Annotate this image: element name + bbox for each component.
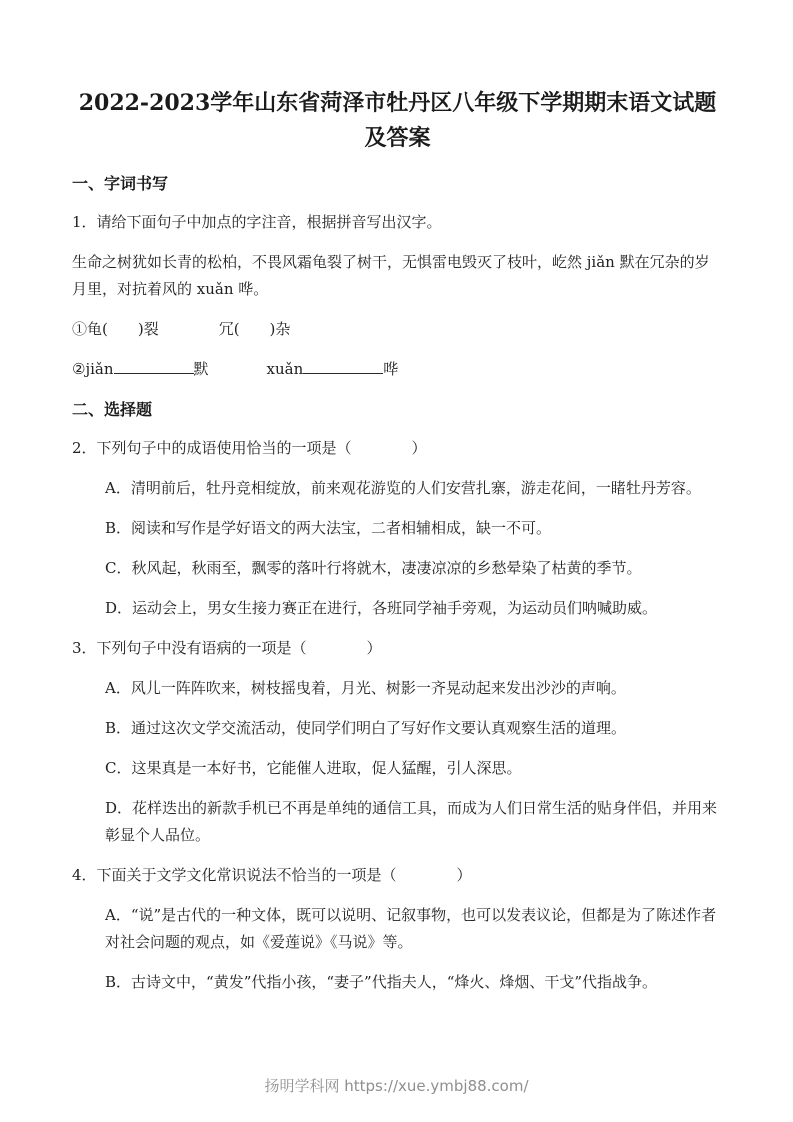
question-3-option-b: B．通过这次文学交流活动，使同学们明白了写好作文要认真观察生活的道理。 bbox=[105, 719, 627, 737]
section-1-heading: 一、字词书写 bbox=[72, 174, 169, 193]
pinyin-xuan-label: xuǎn bbox=[266, 360, 304, 378]
question-4-option-a: A．“说”是古代的一种文体，既可以说明、记叙事物，也可以发表议论，但都是为了陈述作者对社会问题的观点，如《爱莲说》《马说》等。 bbox=[105, 906, 717, 951]
question-2-option-b: B．阅读和写作是学好语文的两大法宝，二者相辅相成，缺一不可。 bbox=[105, 519, 552, 537]
question-2-stem: 2．下列句子中的成语使用恰当的一项是（ ） bbox=[72, 439, 427, 457]
answer-blank-xuan[interactable] bbox=[303, 358, 383, 374]
footer-watermark-link[interactable]: 扬明学科网 https://xue.ymbj88.com/ bbox=[264, 1077, 529, 1095]
question-4-option-b: B．古诗文中，“黄发”代指小孩，“妻子”代指夫人，“烽火、烽烟、干戈”代指战争。 bbox=[105, 973, 658, 991]
question-1-sub2 bbox=[72, 356, 723, 383]
question-4-stem: 4．下面关于文学文化常识说法不恰当的一项是（ ） bbox=[72, 866, 472, 884]
char-mo-label: 默 bbox=[193, 360, 209, 378]
question-3-stem: 3．下列句子中没有语病的一项是（ ） bbox=[72, 639, 382, 657]
question-2-option-a: A．清明前后，牡丹竞相绽放，前来观花游览的人们安营扎寨，游走花间，一睹牡丹芳容。 bbox=[105, 479, 701, 497]
question-3-option-a: A．风儿一阵阵吹来，树枝摇曳着，月光、树影一齐晃动起来发出沙沙的声响。 bbox=[105, 679, 626, 697]
question-2-option-d: D．运动会上，男女生接力赛正在进行，各班同学袖手旁观，为运动员们呐喊助威。 bbox=[105, 599, 658, 617]
pinyin-jian-label: ②jiǎn bbox=[72, 360, 114, 378]
question-1-sub1: ①龟( )裂 冗( )杂 bbox=[72, 320, 291, 338]
question-1-passage: 生命之树犹如长青的松柏，不畏风霜龟裂了树干，无惧雷电毁灭了枝叶，屹然 jiǎn 默在冗杂的岁月里，对抗着风的 xuǎn 哗。 bbox=[72, 253, 710, 298]
answer-blank-jian[interactable] bbox=[114, 358, 194, 374]
question-3-option-d: D．花样迭出的新款手机已不再是单纯的通信工具，而成为人们日常生活的贴身伴侣，并用来彰显个人品位。 bbox=[105, 799, 718, 844]
char-hua-label: 哗 bbox=[383, 360, 399, 378]
question-1-stem: 1．请给下面句子中加点的字注音，根据拼音写出汉字。 bbox=[72, 213, 442, 231]
question-3-option-c: C．这果真是一本好书，它能催人进取，促人猛醒，引人深思。 bbox=[105, 759, 522, 777]
section-2-heading: 二、选择题 bbox=[72, 400, 153, 419]
question-2-option-c: C．秋风起，秋雨至，飘零的落叶行将就木，凄凄凉凉的乡愁晕染了枯黄的季节。 bbox=[105, 559, 642, 577]
document-title: 2022-2023学年山东省菏泽市牡丹区八年级下学期期末语文试题及答案 bbox=[78, 90, 717, 151]
